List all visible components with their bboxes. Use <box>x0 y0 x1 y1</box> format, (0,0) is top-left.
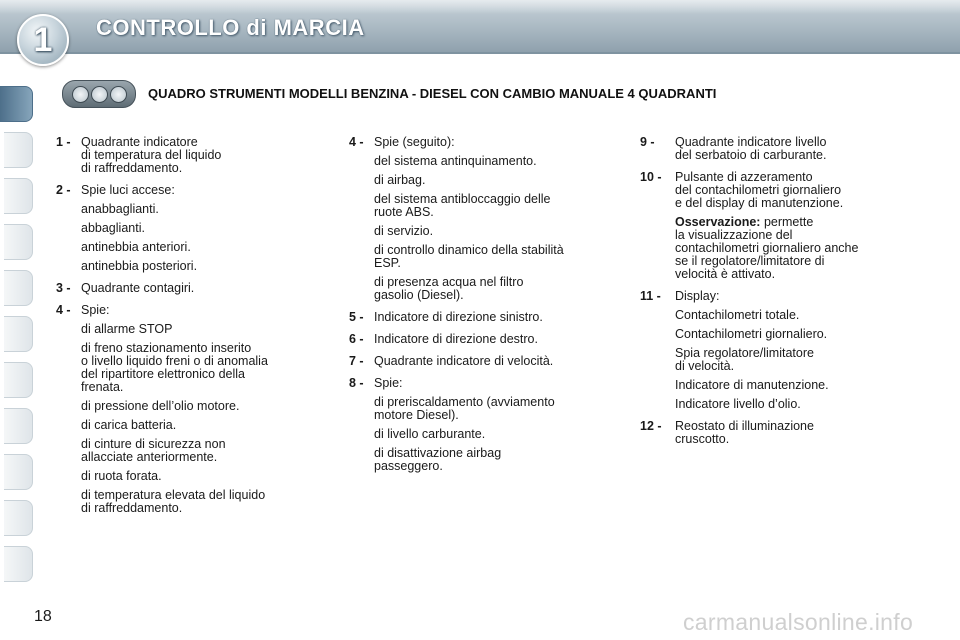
item-number: 7 - <box>349 354 364 368</box>
legend-item <box>56 136 326 175</box>
item-number: 10 - <box>640 170 662 184</box>
gauge-icon <box>91 86 108 103</box>
watermark: carmanualsonline.info <box>683 609 914 635</box>
item-subline: del sistema antinquinamento. <box>374 154 537 168</box>
legend-item <box>349 136 619 302</box>
item-subline: abbaglianti. <box>81 221 145 235</box>
item-note <box>675 216 920 281</box>
page-number: 18 <box>34 608 52 625</box>
chapter-badge-icon: 1 <box>17 14 69 66</box>
item-number: 11 - <box>640 289 661 303</box>
item-text: Indicatore di direzione sinistro. <box>374 310 543 324</box>
item-subline: di servizio. <box>374 224 434 238</box>
legend-item <box>640 420 920 446</box>
legend-item <box>640 171 920 281</box>
item-text: Quadrante contagiri. <box>81 281 195 295</box>
item-number: 4 - <box>349 135 364 149</box>
gauge-icon <box>72 86 89 103</box>
item-subline: di temperatura elevata del liquido di raffreddamento. <box>81 488 266 515</box>
item-subline: di presenza acqua nel filtro gasolio (Diesel). <box>374 275 524 302</box>
item-text: Quadrante indicatore di velocità. <box>374 354 554 368</box>
item-number: 8 - <box>349 376 364 390</box>
item-text: Spie: <box>81 303 110 317</box>
chapter-tab-11[interactable] <box>4 546 33 582</box>
item-text: Indicatore di direzione destro. <box>374 332 538 346</box>
legend-item <box>56 282 326 295</box>
header-shine <box>0 0 960 14</box>
legend-item <box>349 333 619 346</box>
legend-item <box>349 377 619 473</box>
column-middle <box>349 136 619 482</box>
item-number: 5 - <box>349 310 364 324</box>
item-number: 4 - <box>56 303 71 317</box>
legend-item <box>349 311 619 324</box>
item-number: 3 - <box>56 281 71 295</box>
note-text: permette la visualizzazione del contachilometri giornaliero anche se il regolatore/limitatore di velocità è attivato. <box>675 215 859 281</box>
item-text: Reostato di illuminazione cruscotto. <box>675 419 814 446</box>
item-subline: del sistema antibloccaggio delle ruote ABS. <box>374 192 551 219</box>
gauge-icon <box>110 86 127 103</box>
item-subline: di pressione dell’olio motore. <box>81 399 240 413</box>
item-subline: Indicatore livello d’olio. <box>675 397 801 411</box>
item-subline: di livello carburante. <box>374 427 486 441</box>
chapter-tab-7[interactable] <box>4 362 33 398</box>
chapter-tab-9[interactable] <box>4 454 33 490</box>
item-text: Spie luci accese: <box>81 183 175 197</box>
item-subline: di disattivazione airbag passeggero. <box>374 446 502 473</box>
chapter-tab-4[interactable] <box>4 224 33 260</box>
legend-item <box>56 304 326 515</box>
item-subline: di allarme STOP <box>81 322 173 336</box>
header-divider <box>0 52 960 54</box>
item-subline: Indicatore di manutenzione. <box>675 378 829 392</box>
item-subline: di airbag. <box>374 173 426 187</box>
chapter-tab-10[interactable] <box>4 500 33 536</box>
chapter-tab-5[interactable] <box>4 270 33 306</box>
item-subline: Contachilometri totale. <box>675 308 800 322</box>
section-subtitle: QUADRO STRUMENTI MODELLI BENZINA - DIESEL CON CAMBIO MANUALE 4 QUADRANTI <box>148 86 717 101</box>
chapter-tab-6[interactable] <box>4 316 33 352</box>
item-text: Quadrante indicatore livello del serbatoio di carburante. <box>675 135 827 162</box>
legend-item <box>56 184 326 273</box>
note-label: Osservazione: <box>675 215 761 229</box>
chapter-title: CONTROLLO di MARCIA <box>96 15 365 40</box>
item-text: Spie (seguito): <box>374 135 455 149</box>
item-subline: Contachilometri giornaliero. <box>675 327 828 341</box>
item-subline: di freno stazionamento inserito o livello liquido freni o di anomalia del ripartitore elettronico della frenata. <box>81 341 268 394</box>
legend-item <box>640 290 920 411</box>
item-subline: di ruota forata. <box>81 469 162 483</box>
item-subline: di controllo dinamico della stabilità ESP. <box>374 243 564 270</box>
item-subline: anabbaglianti. <box>81 202 159 216</box>
item-number: 2 - <box>56 183 71 197</box>
item-subline: di preriscaldamento (avviamento motore Diesel). <box>374 395 555 422</box>
item-text: Spie: <box>374 376 403 390</box>
legend-item <box>349 355 619 368</box>
chapter-tab-2[interactable] <box>4 132 33 168</box>
item-text: Pulsante di azzeramento del contachilometri giornaliero e del display di manutenzione. <box>675 170 844 210</box>
item-subline: antinebbia anteriori. <box>81 240 191 254</box>
item-text: Display: <box>675 289 720 303</box>
item-number: 12 - <box>640 419 662 433</box>
item-text: Quadrante indicatore di temperatura del liquido di raffreddamento. <box>81 135 222 175</box>
chapter-tab-3[interactable] <box>4 178 33 214</box>
chapter-tabs <box>0 62 34 582</box>
column-right <box>640 136 920 455</box>
item-subline: Spia regolatore/limitatore di velocità. <box>675 346 814 373</box>
item-number: 1 - <box>56 135 71 149</box>
column-left <box>56 136 326 524</box>
instrument-cluster-icon <box>62 80 136 108</box>
item-subline: antinebbia posteriori. <box>81 259 198 273</box>
item-number: 9 - <box>640 135 655 149</box>
item-subline: di carica batteria. <box>81 418 177 432</box>
legend-item <box>640 136 920 162</box>
chapter-tab-8[interactable] <box>4 408 33 444</box>
chapter-tab-1[interactable] <box>0 86 33 122</box>
item-subline: di cinture di sicurezza non allacciate anteriormente. <box>81 437 226 464</box>
item-number: 6 - <box>349 332 364 346</box>
